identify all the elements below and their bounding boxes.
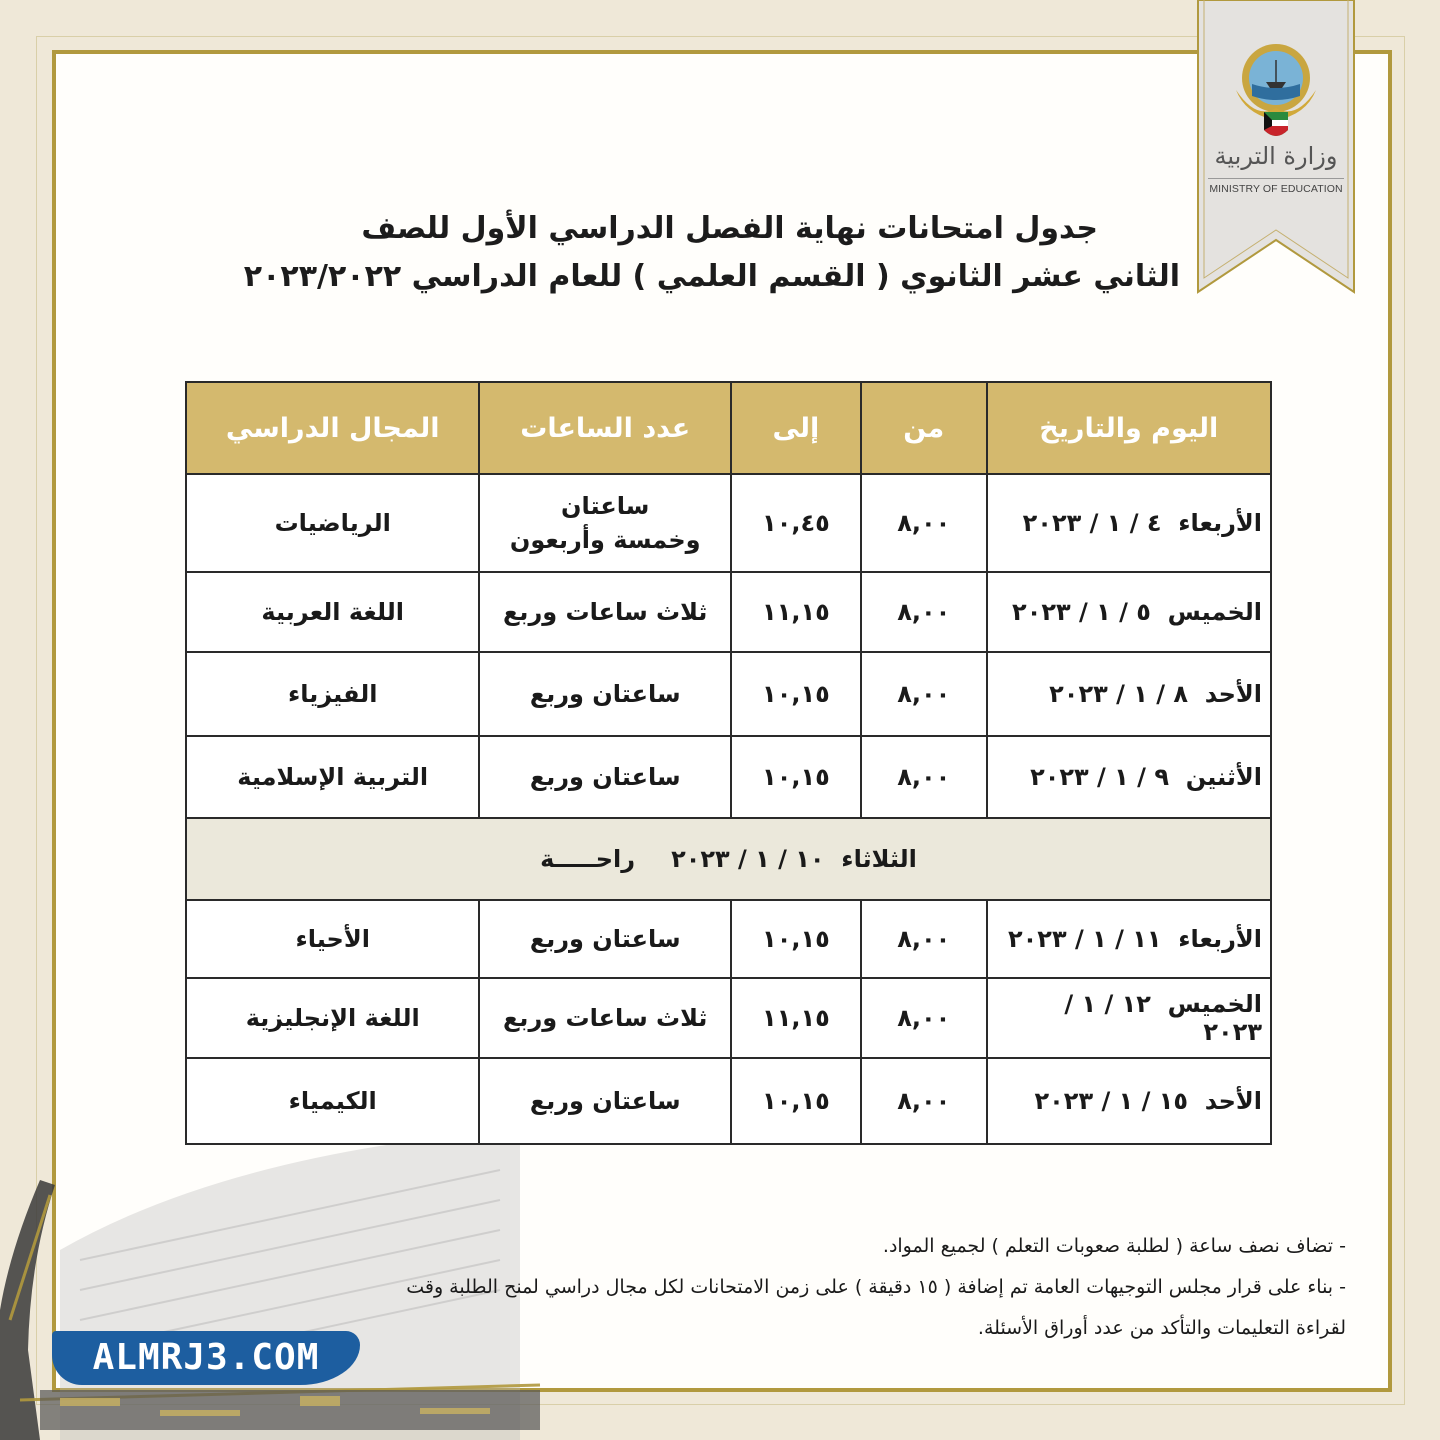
logo-divider: [1208, 178, 1344, 179]
date-cell: [987, 572, 1271, 652]
rest-day-name: الثلاثاء: [841, 845, 917, 873]
subject-cell: الكيمياء: [186, 1058, 479, 1144]
hours-cell: ساعتان وربع: [479, 900, 731, 978]
header-to: إلى: [731, 382, 861, 474]
exam-schedule-table: [185, 381, 1272, 1145]
date-cell: [987, 652, 1271, 736]
day-name: الخميس: [1167, 598, 1262, 626]
day-name: الأربعاء: [1178, 509, 1262, 537]
note-2: - بناء على قرار مجلس التوجيهات العامة تم إضافة ( ١٥ دقيقة ) على زمن الامتحانات لكل مجال دراسي لمنح الطلبة وقت: [406, 1276, 1346, 1298]
title-line-1: جدول امتحانات نهاية الفصل الدراسي الأول للصف: [361, 211, 1098, 246]
subject-cell: الرياضيات: [186, 474, 479, 572]
from-cell: ٨,٠٠: [861, 978, 987, 1058]
page-title: [200, 205, 1180, 301]
from-cell: ٨,٠٠: [861, 572, 987, 652]
table-row: [186, 736, 1271, 818]
site-watermark: ALMRJ3.COM: [52, 1331, 360, 1385]
hours-cell: ساعتان وربع: [479, 1058, 731, 1144]
date-value: ٤ / ١ / ٢٠٢٣: [1022, 509, 1162, 537]
to-cell: ١١,١٥: [731, 572, 861, 652]
date-value: ٥ / ١ / ٢٠٢٣: [1012, 598, 1151, 626]
table-header-row: [186, 382, 1271, 474]
from-cell: ٨,٠٠: [861, 900, 987, 978]
note-1: - تضاف نصف ساعة ( لطلبة صعوبات التعلم ) لجميع المواد.: [882, 1235, 1346, 1257]
date-cell: [987, 900, 1271, 978]
date-value: ١١ / ١ / ٢٠٢٣: [1008, 925, 1162, 953]
hours-cell: ساعتان وربع: [479, 736, 731, 818]
rest-day-row: [186, 818, 1271, 900]
ministry-name-arabic: وزارة التربية: [1214, 142, 1338, 170]
subject-cell: اللغة الإنجليزية: [186, 978, 479, 1058]
header-date: اليوم والتاريخ: [987, 382, 1271, 474]
to-cell: ١١,١٥: [731, 978, 861, 1058]
date-cell: [987, 474, 1271, 572]
subject-cell: اللغة العربية: [186, 572, 479, 652]
from-cell: ٨,٠٠: [861, 652, 987, 736]
rest-day-cell: [186, 818, 1271, 900]
subject-cell: الفيزياء: [186, 652, 479, 736]
date-cell: [987, 978, 1271, 1058]
date-cell: [987, 736, 1271, 818]
ministry-name-english: MINISTRY OF EDUCATION: [1209, 183, 1343, 195]
date-value: ١٢ / ١ / ٢٠٢٣: [1064, 990, 1262, 1046]
hours-line-2: وخمسة وأربعون: [509, 526, 701, 554]
to-cell: ١٠,٤٥: [731, 474, 861, 572]
from-cell: ٨,٠٠: [861, 736, 987, 818]
header-hours: عدد الساعات: [479, 382, 731, 474]
table-row: [186, 1058, 1271, 1144]
date-value: ١٥ / ١ / ٢٠٢٣: [1034, 1087, 1189, 1115]
ministry-logo-ribbon: [1196, 0, 1356, 296]
from-cell: ٨,٠٠: [861, 474, 987, 572]
to-cell: ١٠,١٥: [731, 736, 861, 818]
to-cell: ١٠,١٥: [731, 652, 861, 736]
date-cell: [987, 1058, 1271, 1144]
table-row: [186, 652, 1271, 736]
header-subject: المجال الدراسي: [186, 382, 479, 474]
rest-day-label: راحـــــة: [540, 845, 636, 873]
day-name: الأربعاء: [1178, 925, 1262, 953]
hours-cell: ثلاث ساعات وربع: [479, 572, 731, 652]
hours-line-1: ساعتان: [561, 492, 650, 520]
day-name: الأثنين: [1185, 763, 1262, 791]
table-row: [186, 900, 1271, 978]
from-cell: ٨,٠٠: [861, 1058, 987, 1144]
table-row: [186, 474, 1271, 572]
table-row: [186, 572, 1271, 652]
rest-day-date: ١٠ / ١ / ٢٠٢٣: [671, 845, 825, 873]
title-line-2: الثاني عشر الثانوي ( القسم العلمي ) للعام الدراسي ٢٠٢٣/٢٠٢٢: [243, 259, 1180, 294]
to-cell: ١٠,١٥: [731, 1058, 861, 1144]
note-2-continued: لقراءة التعليمات والتأكد من عدد أوراق الأسئلة.: [977, 1317, 1346, 1339]
hours-cell: ساعتان وربع: [479, 652, 731, 736]
subject-cell: الأحياء: [186, 900, 479, 978]
hours-cell: ثلاث ساعات وربع: [479, 978, 731, 1058]
header-from: من: [861, 382, 987, 474]
date-value: ٨ / ١ / ٢٠٢٣: [1049, 680, 1189, 708]
subject-cell: التربية الإسلامية: [186, 736, 479, 818]
to-cell: ١٠,١٥: [731, 900, 861, 978]
day-name: الأحد: [1204, 680, 1262, 708]
day-name: الخميس: [1167, 990, 1262, 1018]
day-name: الأحد: [1204, 1087, 1262, 1115]
date-value: ٩ / ١ / ٢٠٢٣: [1030, 763, 1169, 791]
hours-cell: [479, 474, 731, 572]
table-row: [186, 978, 1271, 1058]
